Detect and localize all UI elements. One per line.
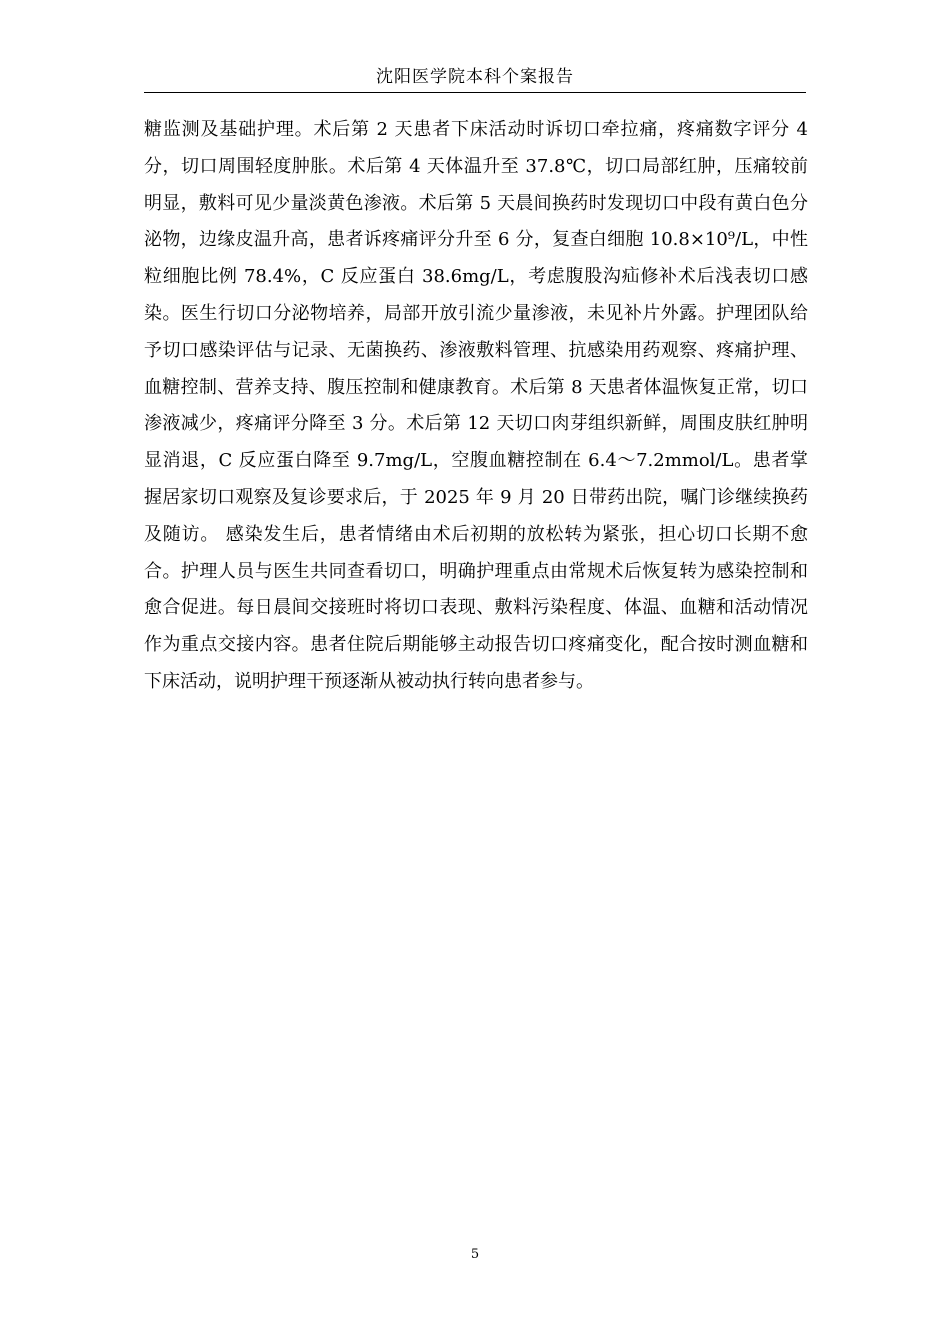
header-title: 沈阳医学院本科个案报告 — [376, 67, 574, 87]
page-number: 5 — [470, 1247, 480, 1262]
page-header — [144, 62, 806, 93]
body-paragraph: 糖监测及基础护理。术后第 2 天患者下床活动时诉切口牵拉痛，疼痛数字评分 4 分，切口周围轻度肿胀。术后第 4 天体温升至 37.8℃，切口局部红肿，压痛较前明显，敷料可见少量淡黄色渗液。术后第 5 天晨间换药时发现切口中段有黄白色分泌物，边缘皮温升高，患者诉疼痛评分升至 6 分，复查白细胞 10.8×10⁹/L，中性粒细胞比例 78.4%，C 反应蛋白 38.6mg/L，考虑腹股沟疝修补术后浅表切口感染。医生行切口分泌物培养，局部开放引流少量渗液，未见补片外露。护理团队给予切口感染评估与记录、无菌换药、渗液敷料管理、抗感染用药观察、疼痛护理、血糖控制、营养支持、腹压控制和健康教育。术后第 8 天患者体温恢复正常，切口渗液减少，疼痛评分降至 3 分。术后第 12 天切口肉芽组织新鲜，周围皮肤红肿明显消退，C 反应蛋白降至 9.7mg/L，空腹血糖控制在 6.4～7.2mmol/L。患者掌握居家切口观察及复诊要求后，于 2025 年 9 月 20 日带药出院，嘱门诊继续换药及随访。 感染发生后，患者情绪由术后初期的放松转为紧张，担心切口长期不愈合。护理人员与医生共同查看切口，明确护理重点由常规术后恢复转为感染控制和愈合促进。每日晨间交接班时将切口表现、敷料污染程度、体温、血糖和活动情况作为重点交接内容。患者住院后期能够主动报告切口疼痛变化，配合按时测血糖和下床活动，说明护理干预逐渐从被动执行转向患者参与。 — [144, 119, 808, 692]
